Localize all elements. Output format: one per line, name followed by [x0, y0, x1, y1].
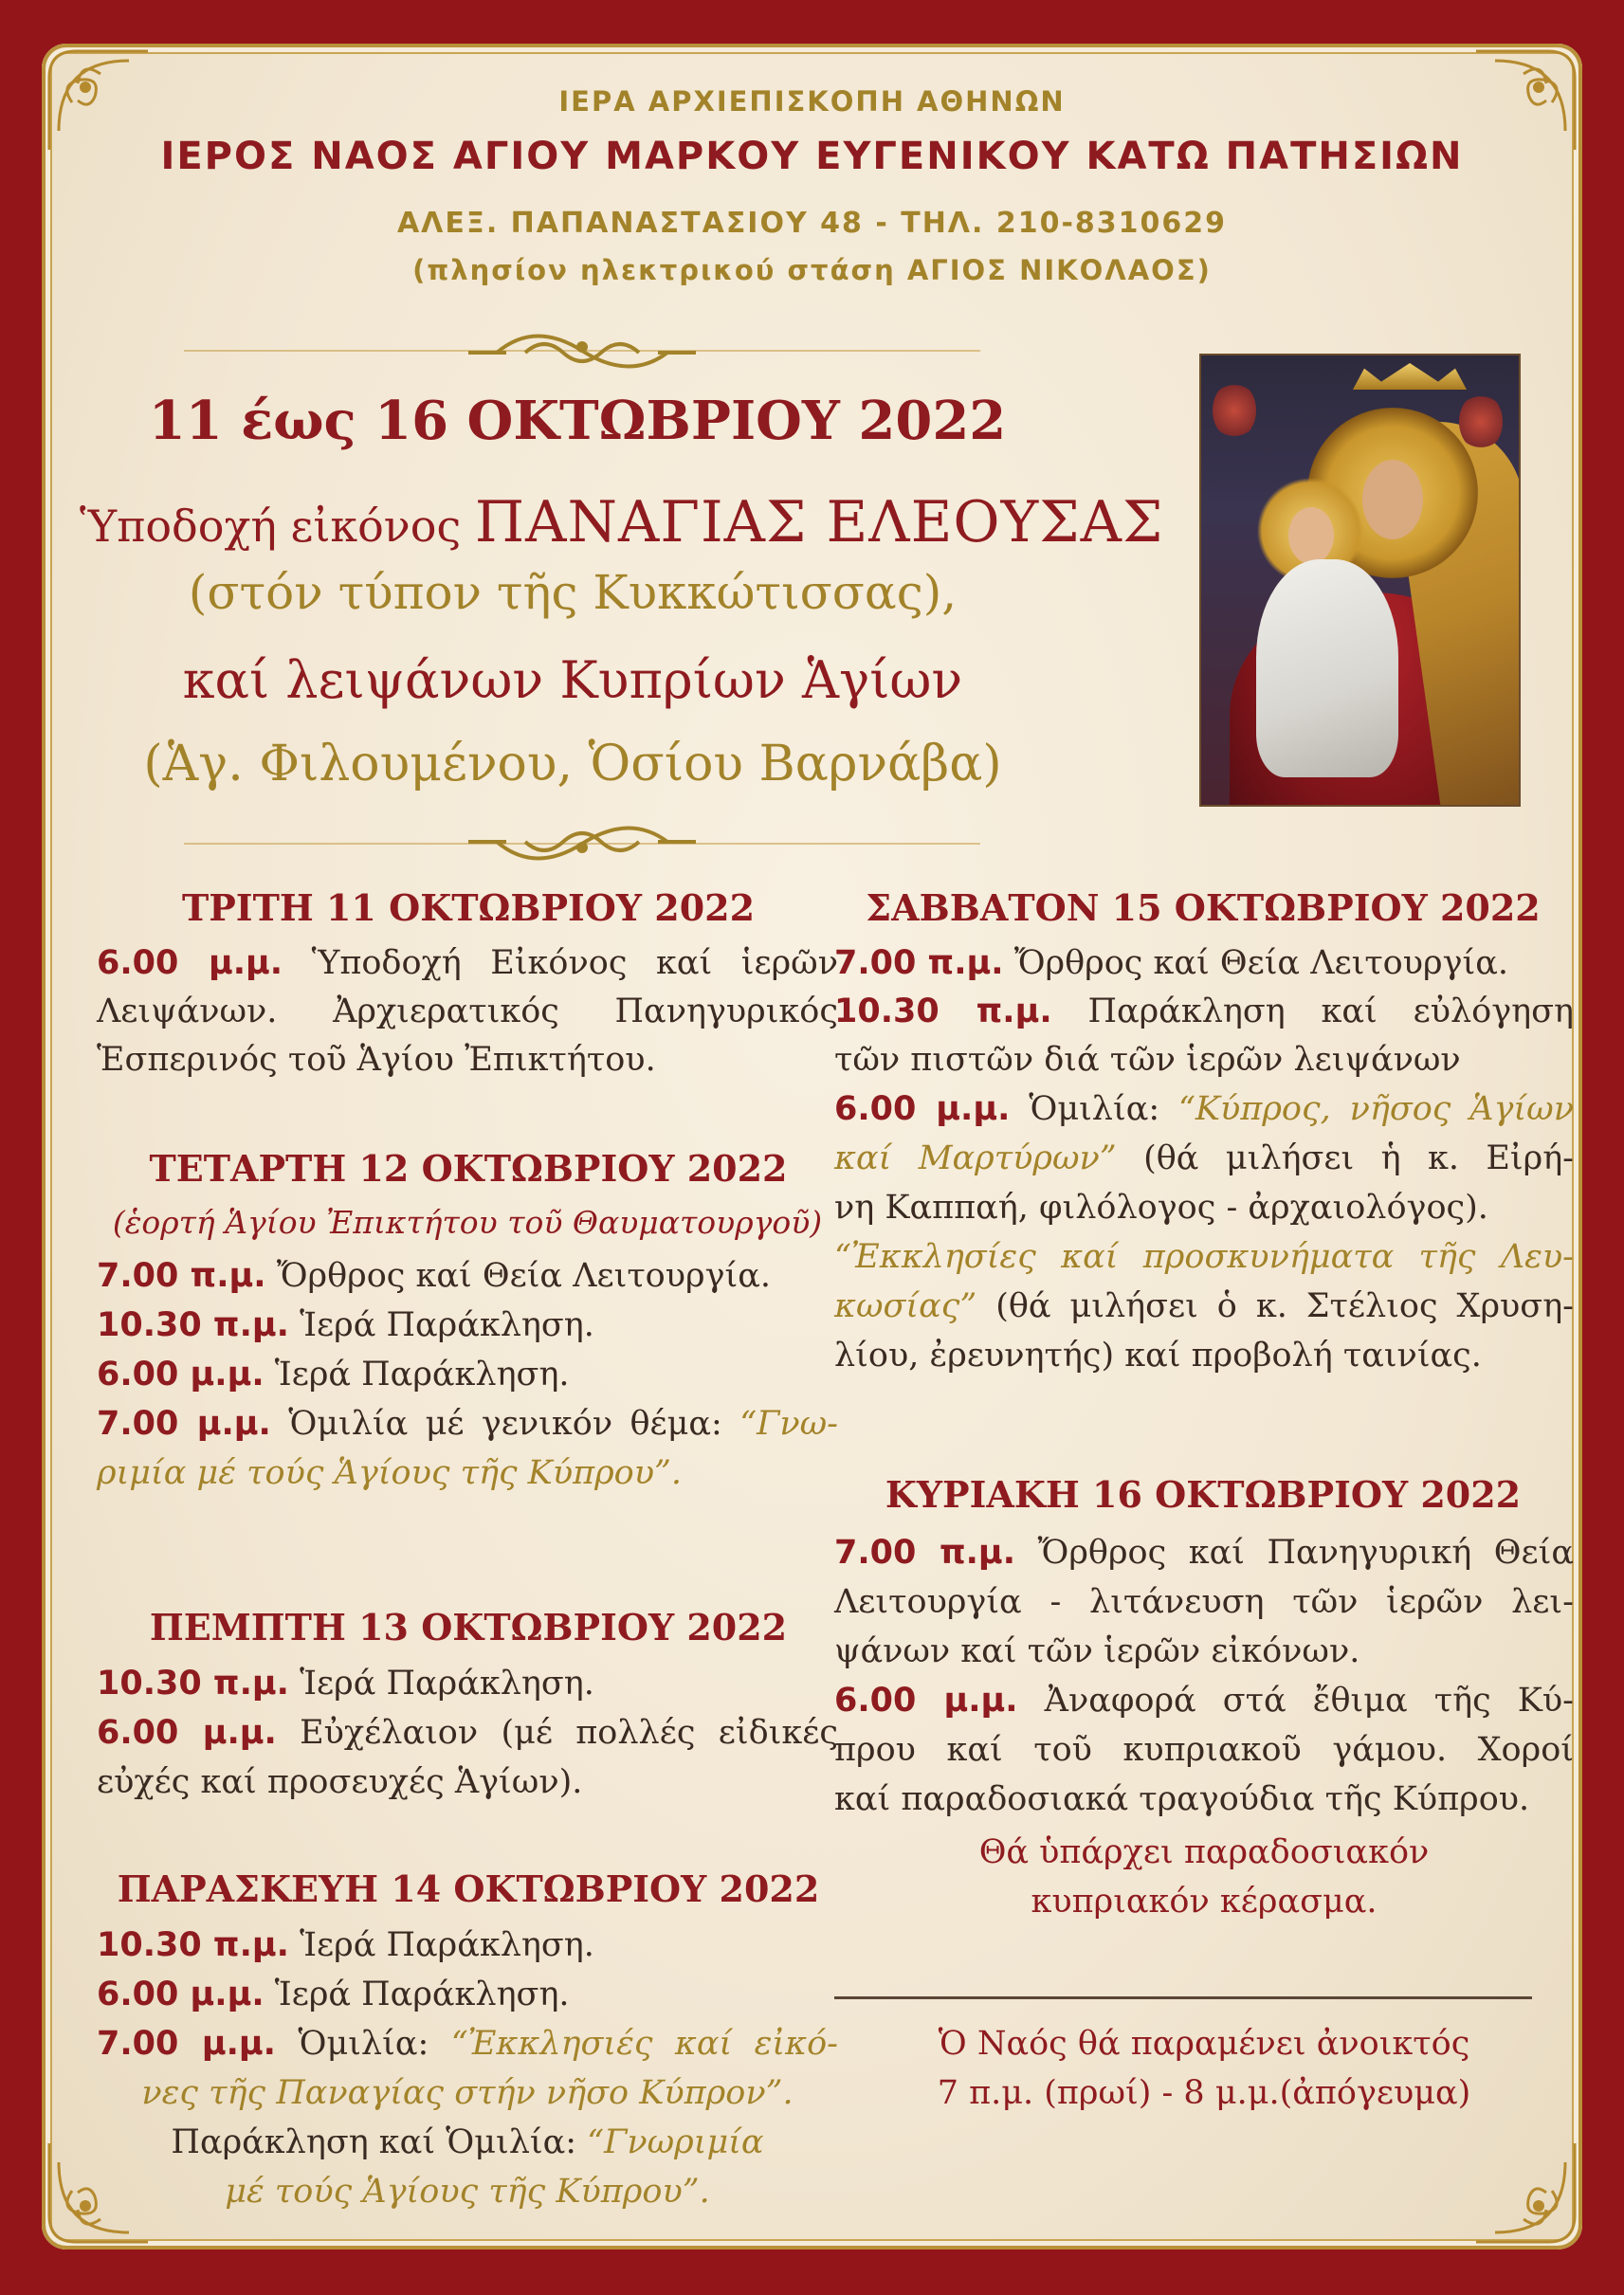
- lecture-title: “Γνω-: [739, 1405, 839, 1443]
- schedule-line: [834, 993, 1574, 1030]
- time: 10.30 π.μ.: [97, 1926, 289, 1964]
- refreshment-note: κυπριακόν κέρασμα.: [1031, 1883, 1378, 1921]
- schedule-line: τῶν πιστῶν διά τῶν ἱερῶν λειψάνων: [834, 1041, 1461, 1079]
- time: 6.00 μ.μ.: [834, 1090, 1011, 1128]
- schedule-line: [97, 1714, 838, 1752]
- church-location-note: (πλησίον ηλεκτρικού στάση ΑΓΙΟΣ ΝΙΚΟΛΑΟΣ): [412, 254, 1212, 286]
- time: 10.30 π.μ.: [97, 1665, 289, 1703]
- footer-divider: [834, 1996, 1532, 1999]
- schedule-line: [834, 1139, 1574, 1177]
- schedule-line: πρου καί τοῦ κυπριακοῦ γάμου. Χοροί: [834, 1731, 1574, 1769]
- schedule-text: Ἱερά Παράκληση.: [264, 1356, 570, 1393]
- schedule-line: [97, 1257, 838, 1295]
- lecture-title: καί Μαρτύρων”: [834, 1139, 1117, 1177]
- time: 6.00 μ.μ.: [97, 944, 283, 982]
- schedule-line: [97, 1405, 838, 1443]
- time: 6.00 μ.μ.: [834, 1682, 1018, 1720]
- time: 7.00 π.μ.: [834, 1534, 1015, 1572]
- schedule-text: Ἱερά Παράκληση.: [264, 1976, 570, 2013]
- schedule-text: Παράκληση καί εὐλόγηση: [1051, 993, 1574, 1030]
- time: 10.30 π.μ.: [834, 993, 1052, 1030]
- lecture-title: μέ τούς Ἁγίους τῆς Κύπρου”.: [225, 2173, 710, 2211]
- event-title-line-4: (Ἁγ. Φιλουμένου, Ὁσίου Βαρνάβα): [143, 736, 1002, 792]
- time: 7.00 μ.μ.: [97, 1405, 271, 1443]
- lecture-title: “Γνωριμία: [587, 2123, 764, 2161]
- day-heading-tuesday: ΤΡΙΤΗ 11 ΟΚΤΩΒΡΙΟΥ 2022: [181, 886, 756, 929]
- time: 6.00 μ.μ.: [97, 1976, 265, 2013]
- time: 7.00 π.μ.: [97, 1257, 266, 1295]
- schedule-text: (θά μιλήσει ὁ κ. Στέλιος Χρυση-: [976, 1287, 1574, 1325]
- schedule-text: (θά μιλήσει ἡ κ. Εἰρή-: [1116, 1139, 1574, 1177]
- church-name: ΙΕΡΟΣ ΝΑΟΣ ΑΓΙΟΥ ΜΑΡΚΟΥ ΕΥΓΕΝΙΚΟΥ ΚΑΤΩ ΠΑΤΗΣΙΩΝ: [160, 135, 1464, 178]
- schedule-line: [97, 2025, 838, 2063]
- schedule-text: Ὁμιλία:: [275, 2025, 451, 2063]
- lecture-title: “Ἐκκλησιές καί εἰκό-: [450, 2025, 839, 2063]
- schedule-line: Λειτουργία - λιτάνευση τῶν ἱερῶν λει-: [834, 1583, 1574, 1621]
- schedule-line: [97, 1976, 838, 2013]
- schedule-line: [97, 1665, 838, 1703]
- ornamental-divider: [184, 319, 980, 375]
- schedule-line: Λειψάνων. Ἀρχιερατικός Πανηγυρικός: [97, 993, 838, 1030]
- schedule-text: Εὐχέλαιον (μέ πολλές εἰδικές: [276, 1714, 839, 1752]
- schedule-text: Ἱερά Παράκληση.: [288, 1926, 594, 1964]
- church-address: ΑΛΕΞ. ΠΑΠΑΝΑΣΤΑΣΙΟΥ 48 - ΤΗΛ. 210-8310629: [396, 207, 1228, 240]
- event-date-range: 11 έως 16 ΟΚΤΩΒΡΙΟΥ 2022: [148, 390, 1007, 452]
- lecture-title: ριμία μέ τούς Ἁγίους τῆς Κύπρου”.: [97, 1454, 683, 1492]
- time: 7.00 π.μ.: [834, 944, 1004, 982]
- opening-hours-note: Ὁ Ναός θά παραμένει ἀνοικτός: [938, 2025, 1470, 2063]
- time: 10.30 π.μ.: [97, 1306, 289, 1344]
- time: 6.00 μ.μ.: [97, 1714, 277, 1752]
- corner-ornament: [1467, 2134, 1580, 2248]
- virgin-mary-icon-image: [1201, 355, 1519, 805]
- archdiocese-title: ΙΕΡΑ ΑΡΧΙΕΠΙΣΚΟΠΗ ΑΘΗΝΩΝ: [558, 85, 1066, 118]
- event-title-prefix: Ὑποδοχή εἰκόνος: [80, 501, 475, 552]
- schedule-line: [97, 2123, 838, 2161]
- schedule-line: καί παραδοσιακά τραγούδια τῆς Κύπρου.: [834, 1780, 1530, 1818]
- lecture-title: “Κύπρος, νῆσος Ἁγίων: [1178, 1090, 1574, 1128]
- event-title-line-2: (στόν τύπον τῆς Κυκκώτισσας),: [188, 565, 958, 620]
- schedule-line: [834, 944, 1574, 982]
- event-title-icon-name: ΠΑΝΑΓΙΑΣ ΕΛΕΟΥΣΑΣ: [474, 489, 1164, 556]
- lecture-title: κωσίας”: [834, 1287, 977, 1325]
- poster-frame: [42, 44, 1582, 2249]
- schedule-text: Ἱερά Παράκληση.: [288, 1665, 594, 1703]
- time: 7.00 μ.μ.: [97, 2025, 276, 2063]
- lecture-title: νες τῆς Παναγίας στήν νῆσο Κύπρον”.: [141, 2074, 794, 2112]
- schedule-line: [97, 1356, 838, 1393]
- schedule-line: λίου, ἐρευνητής) καί προβολή ταινίας.: [834, 1337, 1482, 1375]
- schedule-line: [97, 944, 838, 982]
- day-heading-thursday: ΠΕΜΠΤΗ 13 ΟΚΤΩΒΡΙΟΥ 2022: [149, 1606, 788, 1648]
- event-title-line-1: [80, 489, 1164, 556]
- day-heading-sunday: ΚΥΡΙΑΚΗ 16 ΟΚΤΩΒΡΙΟΥ 2022: [885, 1473, 1522, 1516]
- schedule-text: Ὄρθρος καί Πανηγυρική Θεία: [1014, 1534, 1574, 1572]
- schedule-line: Ἑσπερινός τοῦ Ἁγίου Ἐπικτήτου.: [97, 1041, 656, 1079]
- schedule-line: νη Καππαή, φιλόλογος - ἀρχαιολόγος).: [834, 1189, 1488, 1227]
- day-heading-friday: ΠΑΡΑΣΚΕΥΗ 14 ΟΚΤΩΒΡΙΟΥ 2022: [117, 1867, 820, 1910]
- schedule-line: [834, 1682, 1574, 1720]
- schedule-text: Ἱερά Παράκληση.: [288, 1306, 594, 1344]
- feast-subtitle: (ἑορτή Ἁγίου Ἐπικτήτου τοῦ Θαυματουργοῦ): [112, 1204, 823, 1241]
- event-title-line-3: καί λειψάνων Κυπρίων Ἁγίων: [182, 650, 963, 710]
- schedule-line: εὐχές καί προσευχές Ἁγίων).: [97, 1763, 583, 1801]
- day-heading-saturday: ΣΑΒΒΑΤΟΝ 15 ΟΚΤΩΒΡΙΟΥ 2022: [866, 886, 1541, 929]
- schedule-text: Ὄρθρος καί Θεία Λειτουργία.: [1003, 944, 1509, 982]
- schedule-text: Παράκληση καί Ὁμιλία:: [171, 2123, 588, 2161]
- schedule-line: [834, 1287, 1574, 1325]
- schedule-text: Ὁμιλία μέ γενικόν θέμα:: [270, 1405, 740, 1443]
- schedule-line: [97, 1306, 838, 1344]
- schedule-line: [834, 1090, 1574, 1128]
- schedule-line: [97, 1926, 838, 1964]
- schedule-text: Ὑποδοχή Εἰκόνος καί ἱερῶν: [283, 944, 838, 982]
- ornamental-divider: [184, 819, 980, 876]
- time: 6.00 μ.μ.: [97, 1356, 265, 1393]
- schedule-text: Ἀναφορά στά ἔθιμα τῆς Κύ-: [1017, 1682, 1574, 1720]
- schedule-text: Ὄρθρος καί Θεία Λειτουργία.: [265, 1257, 772, 1295]
- lecture-title: “Ἐκκλησίες καί προσκυνήματα τῆς Λευ-: [834, 1238, 1574, 1276]
- opening-hours: 7 π.μ. (πρωί) - 8 μ.μ.(ἀπόγευμα): [937, 2074, 1471, 2112]
- day-heading-wednesday: ΤΕΤΑΡΤΗ 12 ΟΚΤΩΒΡΙΟΥ 2022: [149, 1147, 788, 1190]
- refreshment-note: Θά ὑπάρχει παραδοσιακόν: [978, 1833, 1430, 1871]
- schedule-text: Ὁμιλία:: [1010, 1090, 1179, 1128]
- schedule-line: [834, 1534, 1574, 1572]
- schedule-line: ψάνων καί τῶν ἱερῶν εἰκόνων.: [834, 1632, 1360, 1670]
